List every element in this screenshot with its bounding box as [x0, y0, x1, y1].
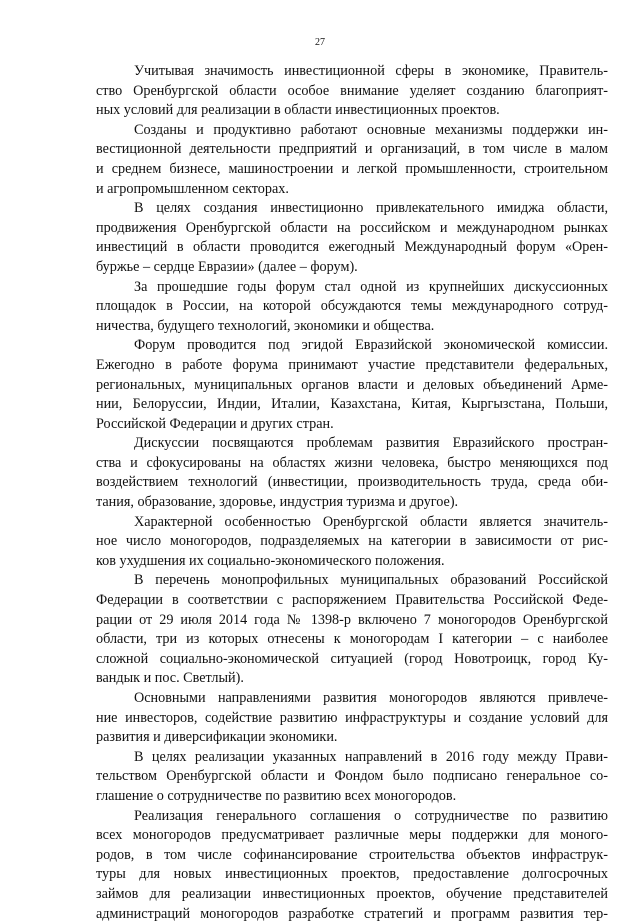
text-line: продвижения Оренбургской области на российском и международном рынках: [96, 219, 608, 236]
text-line: области, три из которых отнесены к моногородам I категории – с наиболее: [96, 631, 608, 648]
text-line: В перечень монопрофильных муниципальных образований Российской: [134, 572, 608, 589]
paragraph: [96, 199, 608, 277]
paragraph: [96, 62, 608, 121]
text-line: Учитывая значимость инвестиционной сферы в экономике, Правитель-: [134, 63, 608, 79]
text-line: рации от 29 июля 2014 года № 1398-р включено 7 моногородов Оренбургской: [96, 611, 608, 628]
text-line: ства и сфокусированы на областях жизни человека, быстро меняющихся под: [96, 454, 608, 471]
text-line: Ежегодно в работе форума принимают участие представители федеральных,: [96, 356, 608, 373]
paragraph: [96, 434, 608, 512]
text-line: администраций моногородов разработке стратегий и программ развития тер-: [96, 905, 608, 922]
paragraph: [96, 121, 608, 199]
paragraph: [96, 336, 608, 434]
text-line: и агропромышленном секторах.: [96, 180, 289, 197]
text-line: ков ухудшения их социально-экономического положения.: [96, 552, 445, 569]
paragraph: [96, 807, 608, 924]
text-line: ное число моногородов, подразделяемых на категории в зависимости от рис-: [96, 533, 608, 550]
text-line: Федерации в соответствии с распоряжением Правительства Российской Феде-: [96, 592, 608, 609]
text-line: займов для реализации инвестиционных проектов, обучение представителей: [96, 885, 608, 902]
text-line: инвестиций в области проводится ежегодный Международный форум «Орен-: [96, 239, 608, 256]
text-line: ничества, будущего технологий, экономики и общества.: [96, 317, 435, 334]
text-line: В целях реализации указанных направлений в 2016 году между Прави-: [134, 748, 608, 765]
page-number: 27: [315, 37, 325, 48]
text-line: воздействием технологий (инвестиции, производительность труда, среда оби-: [96, 474, 608, 491]
text-line: вандык и пос. Светлый).: [96, 670, 244, 687]
text-line: За прошедшие годы форум стал одной из крупнейших дискуссионных: [134, 278, 608, 295]
text-line: тельством Оренбургской области и Фондом было подписано генеральное со-: [96, 768, 608, 785]
text-line: туры для новых инвестиционных проектов, предоставление долгосрочных: [96, 866, 608, 883]
text-line: Созданы и продуктивно работают основные механизмы поддержки ин-: [134, 121, 608, 138]
text-line: площадок в России, на которой обсуждаются темы международного сотруд-: [96, 298, 608, 315]
text-line: буржье – сердце Евразии» (далее – форум).: [96, 258, 358, 275]
paragraph: [96, 278, 608, 337]
text-line: всех моногородов предусматривает различные меры поддержки для моного-: [96, 827, 608, 844]
text-line: вестиционной деятельности предприятий и организаций, в том числе в малом: [96, 141, 608, 158]
text-line: Российской Федерации и других стран.: [96, 415, 334, 432]
paragraph: [96, 689, 608, 748]
text-line: В целях создания инвестиционно привлекательного имиджа области,: [134, 200, 608, 217]
text-line: Характерной особенностью Оренбургской области является значитель-: [134, 513, 608, 530]
text-line: ство Оренбургской области особое внимание уделяет созданию благоприят-: [96, 82, 608, 99]
text-line: нии, Белоруссии, Индии, Италии, Казахстана, Китая, Кыргызстана, Польши,: [96, 396, 608, 413]
paragraph: [96, 571, 608, 689]
text-line: и среднем бизнесе, машиностроении и легкой промышленности, строительном: [96, 160, 608, 177]
text-line: Основными направлениями развития моногородов являются привлече-: [134, 690, 608, 706]
text-line: тания, образование, здоровье, индустрия туризма и другое).: [96, 494, 459, 511]
text-line: ние инвесторов, содействие развитию инфраструктуры и создание условий для: [96, 709, 608, 726]
text-line: региональных, муниципальных органов власти и деловых объединений Арме-: [96, 376, 608, 393]
paragraph: [96, 513, 608, 572]
text-line: Реализация генерального соглашения о сотрудничестве по развитию: [134, 807, 608, 824]
text-line: развития и диверсификации экономики.: [96, 729, 338, 746]
text-line: глашение о сотрудничестве по развитию всех моногородов.: [96, 787, 457, 804]
text-line: ных условий для реализации в области инвестиционных проектов.: [96, 102, 500, 119]
body-text: [96, 62, 608, 924]
text-line: сложной социально-экономической ситуацией (город Новотроицк, город Ку-: [96, 650, 608, 667]
text-line: Форум проводится под эгидой Евразийской экономической комиссии.: [134, 337, 608, 354]
paragraph: [96, 748, 608, 807]
text-line: Дискуссии посвящаются проблемам развития Евразийского простран-: [134, 435, 608, 452]
text-line: родов, в том числе софинансирование строительства объектов инфраструк-: [96, 846, 608, 863]
